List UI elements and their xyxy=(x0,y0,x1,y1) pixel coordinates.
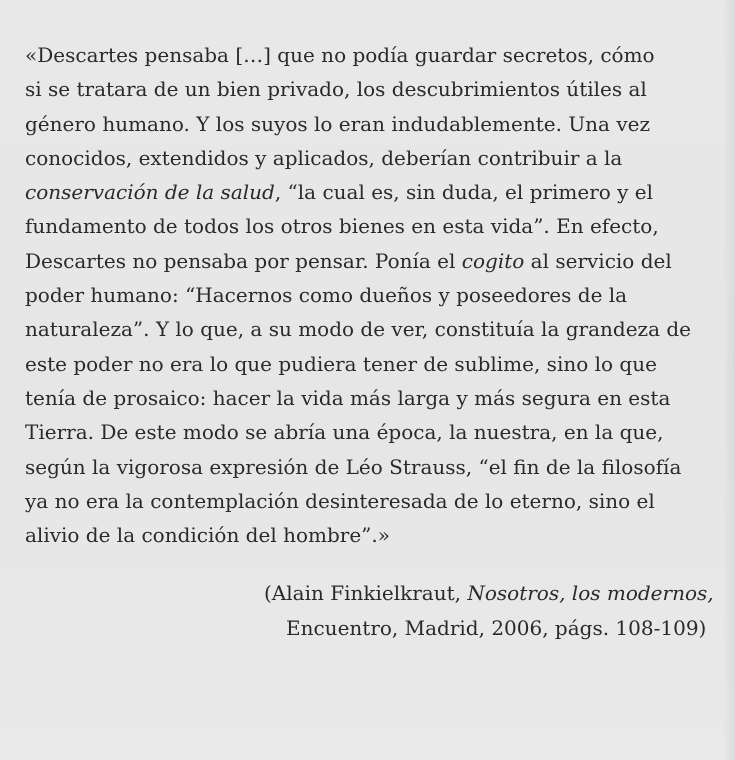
citation-line-1 xyxy=(264,576,734,611)
quote-line-8 xyxy=(25,278,725,312)
quote-line-9 xyxy=(25,312,725,346)
text-segment: tenía de prosaico: hacer la vida más larga y más segura en esta xyxy=(25,385,671,410)
quote-line-12 xyxy=(25,415,725,449)
quote-paragraph xyxy=(25,38,725,552)
text-segment: conocidos, extendidos y aplicados, deberían contribuir a la xyxy=(25,145,623,170)
italic-text-segment: Nosotros, los modernos, xyxy=(467,581,714,605)
quote-line-7 xyxy=(25,244,725,278)
text-segment: al servicio del xyxy=(524,248,672,273)
quote-line-3 xyxy=(25,107,725,141)
text-segment: según la vigorosa expresión de Léo Strauss, “el fin de la filosofía xyxy=(25,454,682,479)
text-segment: naturaleza”. Y lo que, a su modo de ver, constituía la grandeza de xyxy=(25,317,691,342)
text-segment: alivio de la condición del hombre”.» xyxy=(25,523,390,548)
quote-line-1 xyxy=(25,38,725,72)
text-segment: Descartes no pensaba por pensar. Ponía el xyxy=(25,248,462,273)
quote-line-5 xyxy=(25,175,725,209)
quote-line-11 xyxy=(25,381,725,415)
text-segment: (Alain Finkielkraut, xyxy=(264,581,468,605)
quote-line-10 xyxy=(25,347,725,381)
text-segment: fundamento de todos los otros bienes en esta vida”. En efecto, xyxy=(25,214,659,239)
text-segment: género humano. Y los suyos lo eran indudablemente. Una vez xyxy=(25,111,651,136)
quote-line-15 xyxy=(25,518,725,552)
text-segment: , “la cual es, sin duda, el primero y el xyxy=(274,180,654,205)
quote-line-14 xyxy=(25,484,725,518)
quote-line-13 xyxy=(25,450,725,484)
italic-text-segment: cogito xyxy=(461,248,525,273)
text-segment: si se tratara de un bien privado, los descubrimientos útiles al xyxy=(25,77,647,102)
italic-text-segment: conservación de la salud xyxy=(25,180,275,205)
text-segment: este poder no era lo que pudiera tener de sublime, sino lo que xyxy=(25,351,657,376)
text-segment: poder humano: “Hacernos como dueños y poseedores de la xyxy=(25,283,628,308)
quote-line-6 xyxy=(25,209,725,243)
quote-line-2 xyxy=(25,72,725,106)
quote-line-4 xyxy=(25,141,725,175)
text-segment: ya no era la contemplación desinteresada de lo eterno, sino el xyxy=(25,488,655,513)
citation-line-2 xyxy=(286,611,734,646)
citation xyxy=(264,576,734,646)
text-segment: «Descartes pensaba […] que no podía guardar secretos, cómo xyxy=(25,43,655,67)
text-segment: Encuentro, Madrid, 2006, págs. 108-109) xyxy=(286,616,707,640)
text-segment: Tierra. De este modo se abría una época, la nuestra, en la que, xyxy=(25,420,664,445)
